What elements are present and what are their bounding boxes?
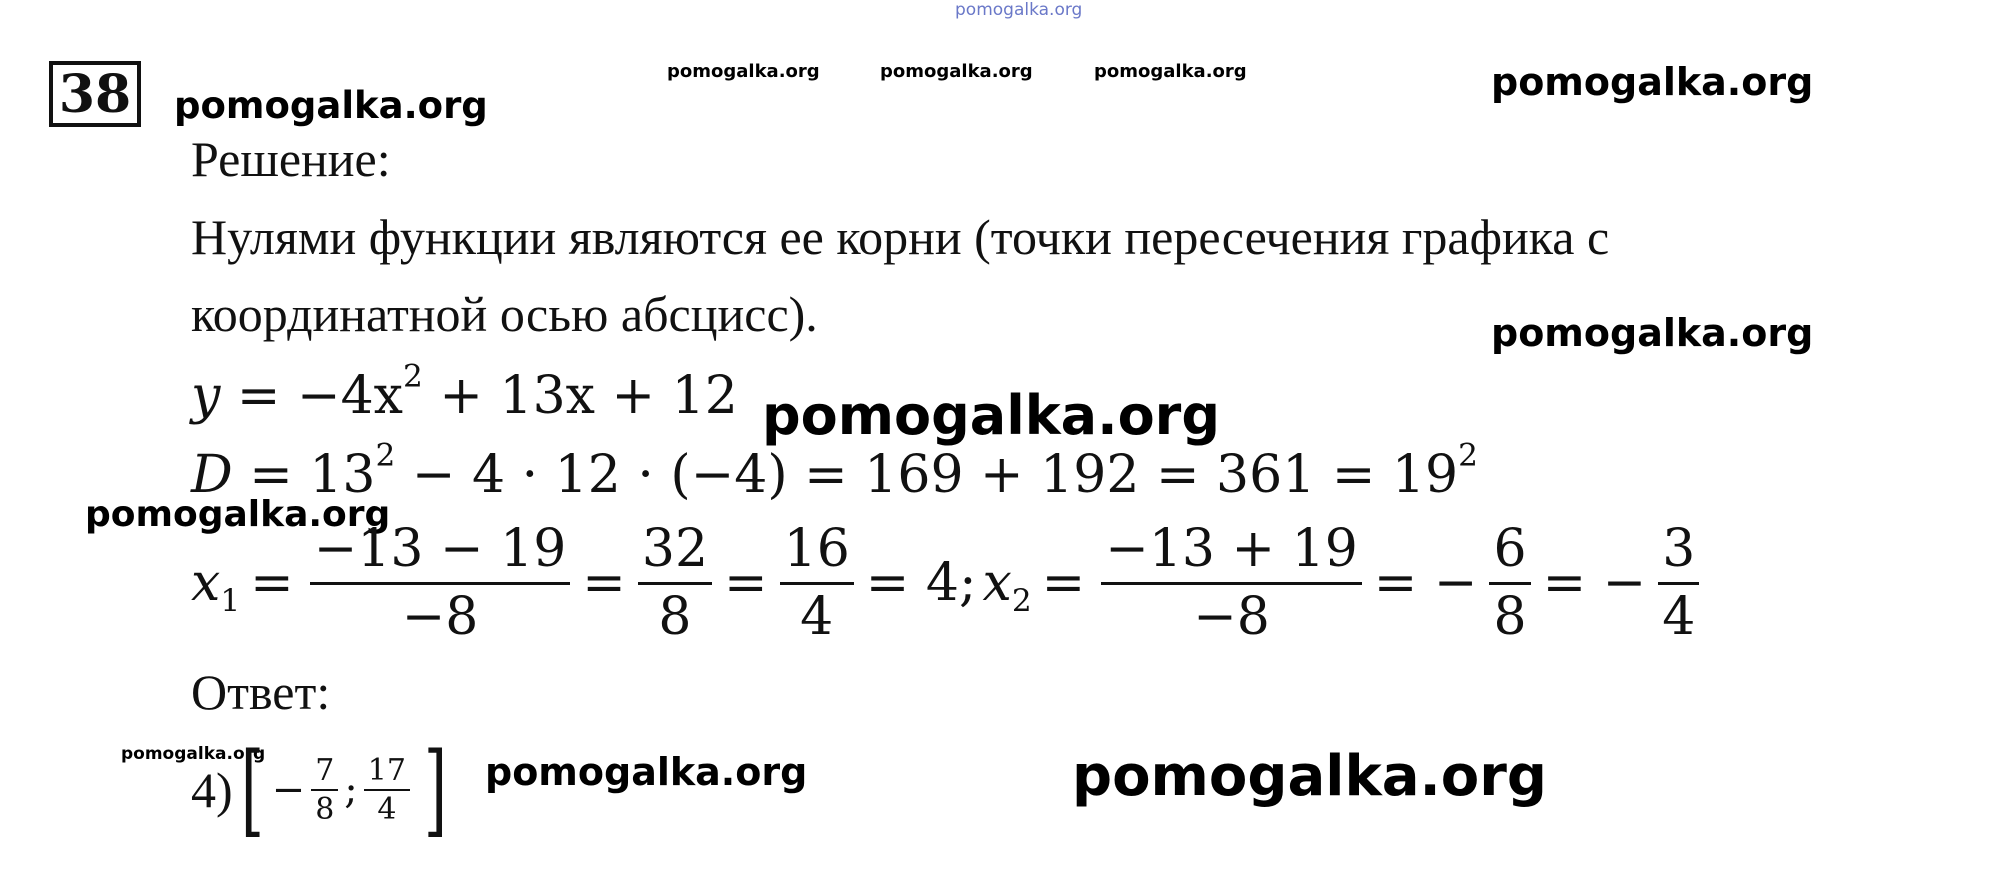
- answer-left-bracket: [: [240, 731, 264, 848]
- watermark-left-middle: pomogalka.org: [85, 494, 391, 535]
- equation-eq: =: [236, 366, 281, 426]
- discriminant-exp2: 2: [1458, 437, 1478, 474]
- equation-exp1: 2: [403, 358, 423, 395]
- roots-line: $x_1$ = $\frac{-13 - 19}{-8}$ = $\frac{32}{8}$ = $\frac{16}{4}$ = 4; $x_2$ = $\frac{-13 + 19}{-8}$ = − $\frac{6}{8}$ = − $\frac{3}{4}$: [191, 522, 1705, 644]
- watermark-header-2: pomogalka.org: [880, 61, 1033, 82]
- x1-fraction-2: $\frac{32}{8}$: [638, 522, 712, 644]
- answer-separator: ;: [344, 767, 358, 813]
- answer-heading: Ответ:: [191, 664, 331, 720]
- watermark-right-middle: pomogalka.org: [1491, 311, 1814, 355]
- answer-fraction-2: $\frac{17}{4}$: [364, 755, 410, 826]
- discriminant-equation: [191, 437, 1478, 505]
- answer-right-bracket: ]: [423, 731, 448, 848]
- watermark-top-center: pomogalka.org: [955, 0, 1083, 20]
- x1-value: = 4;: [865, 553, 977, 614]
- x2-fraction-1: $\frac{-13 + 19}{-8}$: [1101, 522, 1362, 644]
- equation-rest: + 13x + 12: [439, 366, 738, 426]
- x1-fraction-1: $\frac{-13 - 19}{-8}$: [310, 522, 571, 644]
- watermark-top-right: pomogalka.org: [1491, 60, 1814, 104]
- watermark-header-3: pomogalka.org: [1094, 61, 1247, 82]
- answer-label: 4): [191, 762, 233, 818]
- watermark-bottom-left: pomogalka.org: [485, 750, 808, 794]
- x2-label: $x_2$: [982, 553, 1032, 619]
- problem-number: 38: [49, 61, 141, 127]
- x2-fraction-2: $\frac{6}{8}$: [1489, 522, 1530, 644]
- equation-lhs: y: [191, 366, 221, 426]
- solution-heading: Решение:: [191, 131, 391, 187]
- watermark-bottom-right-large: pomogalka.org: [1072, 744, 1547, 809]
- discriminant-base: = 13: [249, 445, 376, 505]
- discriminant-exp: 2: [375, 437, 396, 474]
- watermark-center-large: pomogalka.org: [762, 384, 1220, 447]
- x1-label: $x_1$: [191, 553, 241, 619]
- function-equation: [191, 358, 738, 426]
- x2-fraction-3: $\frac{3}{4}$: [1658, 522, 1699, 644]
- answer-line: 4) [ − $\frac{7}{8}$ ; $\frac{17}{4}$ ]: [191, 731, 448, 848]
- watermark-beside-number: pomogalka.org: [174, 84, 488, 127]
- solution-text-line-2: координатной осью абсцисс).: [191, 286, 818, 342]
- solution-text-line-1: Нулями функции являются ее корни (точки пересечения графика с: [191, 209, 1610, 265]
- watermark-bottom-left-small: pomogalka.org: [121, 744, 266, 764]
- equation-term1: −4x: [297, 366, 404, 426]
- watermark-header-1: pomogalka.org: [667, 61, 820, 82]
- answer-fraction-1: $\frac{7}{8}$: [311, 755, 338, 826]
- discriminant-lhs: D: [191, 445, 233, 505]
- discriminant-middle: − 4 · 12 · (−4) = 169 + 192 = 361 = 19: [411, 445, 1459, 505]
- x1-fraction-3: $\frac{16}{4}$: [780, 522, 854, 644]
